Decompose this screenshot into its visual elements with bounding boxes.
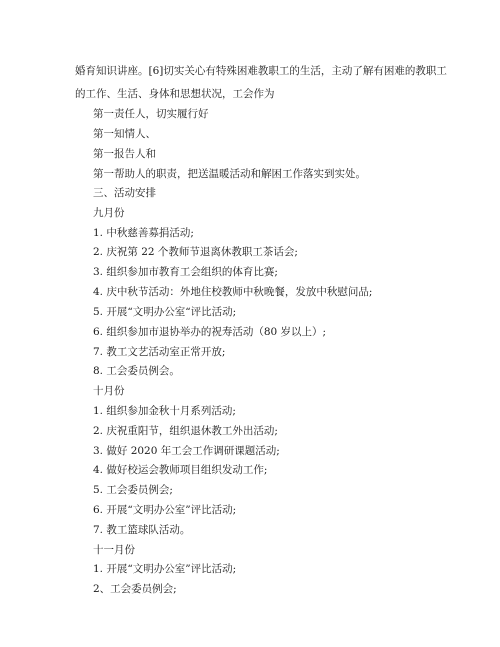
list-item: 2. 庆祝第 22 个教师节退离休教职工茶话会; — [93, 246, 298, 258]
paragraph-line: 第一责任人，切实履行好 — [93, 108, 209, 120]
list-item: 6. 开展“文明办公室”评比活动; — [93, 504, 237, 516]
list-item: 5. 工会委员例会; — [93, 484, 173, 496]
list-item: 5. 开展“文明办公室“评比活动; — [93, 306, 237, 318]
month-heading: 十一月份 — [93, 544, 135, 556]
list-item: 7. 教工文艺活动室正常开放; — [93, 346, 226, 358]
paragraph-line: 第一报告人和 — [93, 148, 156, 160]
list-item: 1. 组织参加金秋十月系列活动; — [93, 405, 236, 417]
section-heading: 三、活动安排 — [93, 187, 156, 199]
list-item: 4. 做好校运会教师项目组织发动工作; — [93, 464, 268, 476]
list-item: 1. 开展“文明办公室”评比活动; — [93, 563, 237, 575]
paragraph-line: 婚育知识讲座。[6]切实关心有特殊困难教职工的生活，主动了解有困难的教职工 — [75, 65, 447, 77]
list-item: 3. 做好 2020 年工会工作调研课题活动; — [93, 445, 280, 457]
month-heading: 九月份 — [93, 207, 125, 219]
list-item: 3. 组织参加市教育工会组织的体育比赛; — [93, 266, 278, 278]
list-item: 6. 组织参加市退协举办的祝寿活动（80 岁以上）; — [93, 326, 327, 338]
list-item: 7. 教工篮球队活动。 — [93, 524, 191, 536]
list-item: 4. 庆中秋节活动：外地住校教师中秋晚餐，发放中秋慰问品; — [93, 286, 373, 298]
paragraph-line: 的工作、生活、身体和思想状况，工会作为 — [75, 88, 275, 100]
list-item: 8. 工会委员例会。 — [93, 365, 180, 377]
paragraph-line: 第一帮助人的职责，把送温暖活动和解困工作落实到实处。 — [93, 168, 366, 180]
month-heading: 十月份 — [93, 385, 125, 397]
list-item: 2. 庆祝重阳节，组织退休教工外出活动; — [93, 425, 278, 437]
list-item: 1. 中秋慈善募捐活动; — [93, 227, 194, 239]
list-item: 2、工会委员例会; — [93, 583, 177, 595]
paragraph-line: 第一知情人、 — [93, 128, 156, 140]
